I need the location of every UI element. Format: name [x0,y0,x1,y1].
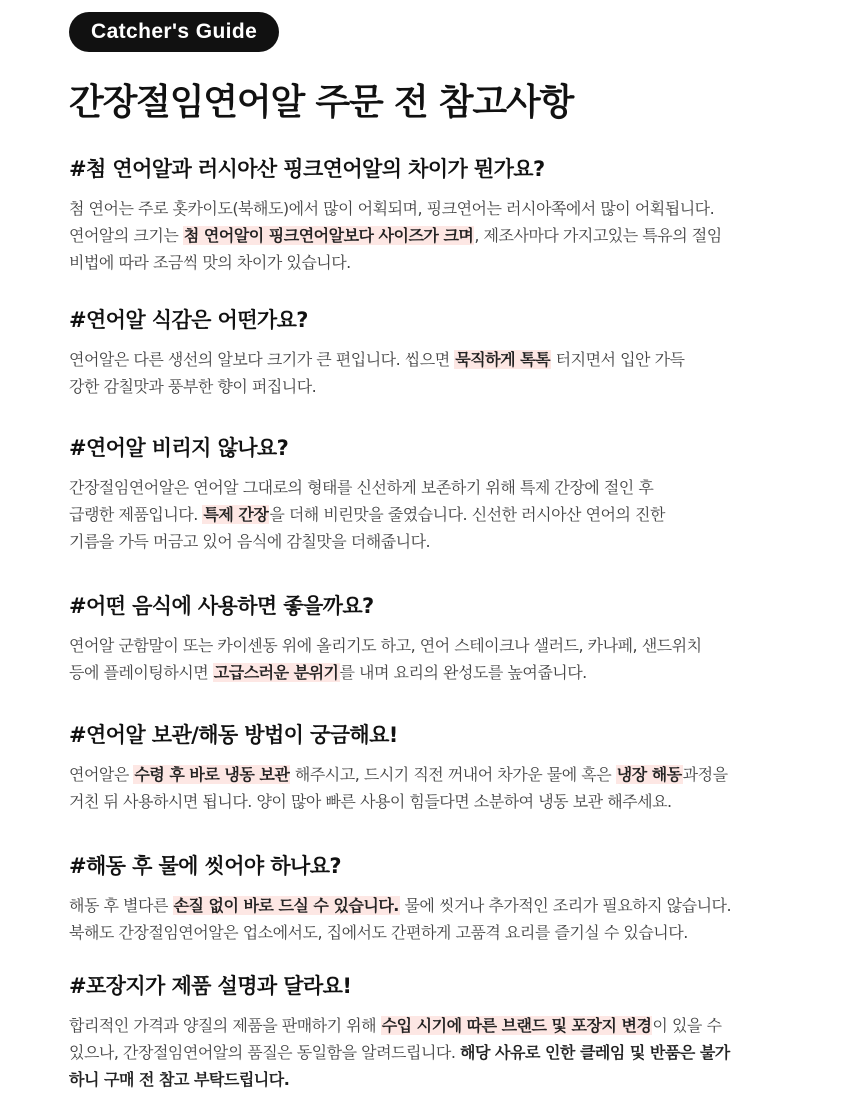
faq-section-6 [69,852,789,946]
answer-line [69,528,789,555]
answer-text: 해동 후 별다른 [69,896,173,915]
answer-line [69,788,789,815]
answer-line [69,632,789,659]
faq-question: #포장지가 제품 설명과 달라요! [69,974,352,998]
answer-text: 급랭한 제품입니다. [69,505,203,524]
faq-section-4 [69,592,789,686]
faq-answer [69,761,789,815]
faq-answer [69,474,789,555]
highlighted-text: 첨 연어알이 핑크연어알보다 사이즈가 크며 [183,226,474,245]
answer-text: 연어알은 다른 생선의 알보다 크기가 큰 편입니다. 씹으면 [69,350,455,369]
answer-line [69,222,789,249]
faq-answer [69,346,789,400]
answer-line [69,195,789,222]
answer-text: 북해도 간장절임연어알은 업소에서도, 집에서도 간편하게 고품격 요리를 즐기실 수 있습니다. [69,923,688,942]
answer-text: 합리적인 가격과 양질의 제품을 판매하기 위해 [69,1016,381,1035]
answer-text: 물에 씻거나 추가적인 조리가 필요하지 않습니다. [399,896,732,915]
answer-line [69,501,789,528]
answer-line [69,474,789,501]
answer-text: 과정을 [682,765,728,784]
page-title: 간장절임연어알 주문 전 참고사항 [69,82,574,123]
highlighted-text: 손질 없이 바로 드실 수 있습니다. [173,896,399,915]
faq-section-2 [69,306,789,400]
answer-line [69,346,789,373]
faq-question: #연어알 비리지 않나요? [69,436,289,460]
highlighted-text: 냉장 해동 [616,765,682,784]
faq-question: #해동 후 물에 씻어야 하나요? [69,854,341,878]
answer-text: 기름을 가득 머금고 있어 음식에 감칠맛을 더해줍니다. [69,532,431,551]
answer-line [69,761,789,788]
highlighted-text: 수령 후 바로 냉동 보관 [134,765,290,784]
answer-text: 거친 뒤 사용하시면 됩니다. 양이 많아 빠른 사용이 힘들다면 소분하여 냉동 보관 해주세요. [69,792,672,811]
guide-badge: Catcher's Guide [69,12,279,52]
faq-section-1 [69,155,789,276]
answer-text: 연어알 군함말이 또는 카이센동 위에 올리기도 하고, 연어 스테이크나 샐러드, 카나페, 샌드위치 [69,636,702,655]
answer-text: 첨 연어는 주로 홋카이도(북해도)에서 많이 어획되며, 핑크연어는 러시아쪽에서 많이 어획됩니다. [69,199,715,218]
answer-text: 등에 플레이팅하시면 [69,663,213,682]
answer-text: 비법에 따라 조금씩 맛의 차이가 있습니다. [69,253,351,272]
answer-line [69,1066,789,1093]
answer-text: 을 더해 비린맛을 줄였습니다. 신선한 러시아산 연어의 진한 [269,505,665,524]
answer-text: 를 내며 요리의 완성도를 높여줍니다. [339,663,587,682]
answer-line [69,892,789,919]
faq-section-5 [69,721,789,815]
answer-text: 연어알은 [69,765,134,784]
answer-text: 연어알의 크기는 [69,226,183,245]
answer-line [69,1012,789,1039]
answer-line [69,1039,789,1066]
answer-line [69,373,789,400]
answer-text: 해주시고, 드시기 직전 꺼내어 차가운 물에 혹은 [290,765,616,784]
answer-line [69,249,789,276]
answer-text: 강한 감칠맛과 풍부한 향이 퍼집니다. [69,377,317,396]
answer-text: , 제조사마다 가지고있는 특유의 절임 [474,226,722,245]
faq-section-3 [69,434,789,555]
highlighted-text: 묵직하게 톡톡 [455,350,551,369]
highlighted-text: 특제 간장 [203,505,269,524]
faq-answer [69,892,789,946]
answer-text: 간장절임연어알은 연어알 그대로의 형태를 신선하게 보존하기 위해 특제 간장에 절인 후 [69,478,654,497]
faq-section-7 [69,972,789,1093]
faq-question: #연어알 보관/해동 방법이 궁금해요! [69,723,398,747]
answer-text: 있으나, 간장절임연어알의 품질은 동일함을 알려드립니다. [69,1043,461,1062]
faq-answer [69,1012,789,1093]
answer-text: 이 있을 수 [652,1016,722,1035]
faq-answer [69,632,789,686]
highlighted-text: 고급스러운 분위기 [213,663,339,682]
answer-line [69,659,789,686]
faq-question: #연어알 식감은 어떤가요? [69,308,308,332]
highlighted-text: 수입 시기에 따른 브랜드 및 포장지 변경 [381,1016,652,1035]
faq-question: #첨 연어알과 러시아산 핑크연어알의 차이가 뭔가요? [69,157,545,181]
bold-text: 해당 사유로 인한 클레임 및 반품은 불가 [460,1043,730,1062]
faq-answer [69,195,789,276]
answer-text: 터지면서 입안 가득 [551,350,685,369]
answer-line [69,919,789,946]
bold-text: 하니 구매 전 참고 부탁드립니다. [69,1070,290,1089]
faq-question: #어떤 음식에 사용하면 좋을까요? [69,594,374,618]
